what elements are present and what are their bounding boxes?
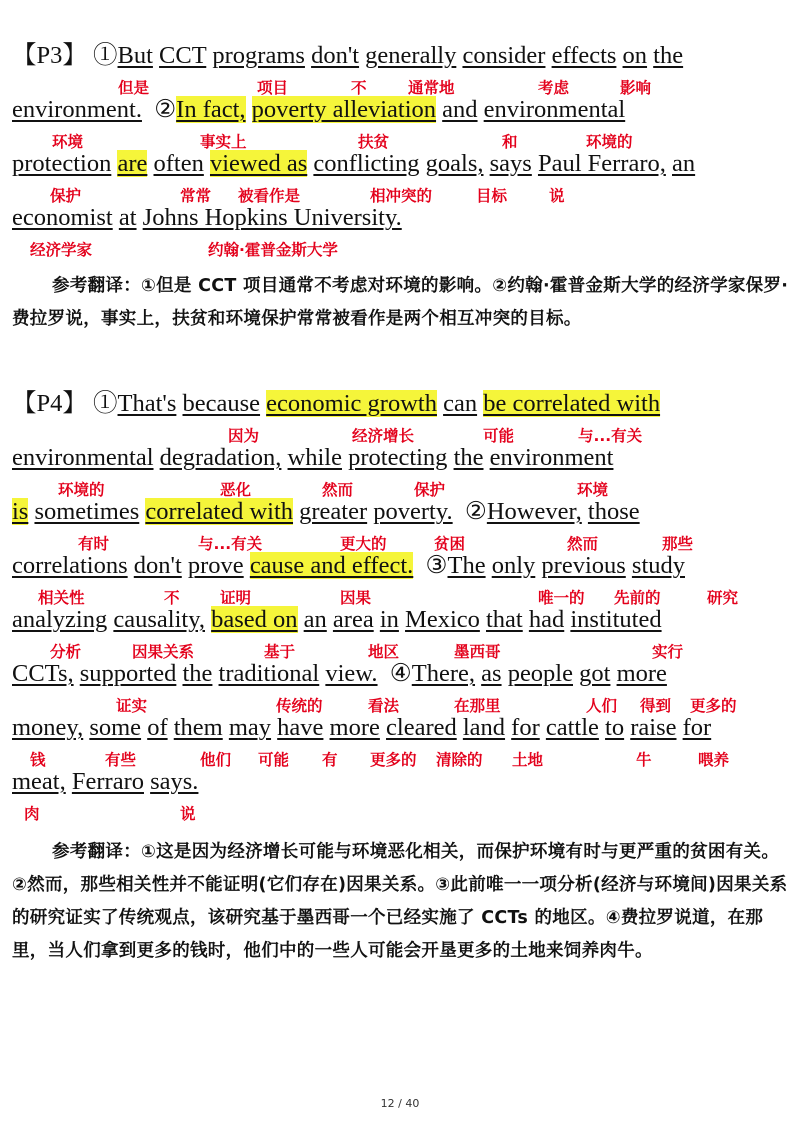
text-fragment [246, 96, 252, 123]
underlined-word: However, [486, 498, 582, 525]
gloss-word: 人们 [586, 697, 618, 715]
gloss-word: 事实上 [200, 133, 247, 151]
underlined-word: view. [325, 660, 378, 687]
underlined-word: programs [212, 42, 305, 69]
underlined-word: consider [462, 42, 546, 69]
underlined-word: poverty. [373, 498, 453, 525]
underlined-word: But [117, 42, 153, 69]
text-fragment: 【P3】 [12, 42, 87, 69]
gloss-word: 得到 [640, 697, 672, 715]
gloss-line [0, 130, 800, 152]
gloss-word: 更多的 [690, 697, 737, 715]
gloss-word: 墨西哥 [454, 643, 501, 661]
gloss-word: 地区 [368, 643, 400, 661]
underlined-word: had [528, 606, 565, 633]
underlined-word: raise [630, 714, 677, 741]
underlined-word: environment [489, 444, 614, 471]
underlined-word: because [182, 390, 261, 417]
underlined-word: There, [411, 660, 476, 687]
underlined-word: That's [117, 390, 177, 417]
underlined-word: effects [551, 42, 617, 69]
gloss-word: 影响 [620, 79, 652, 97]
gloss-word: 有 [322, 751, 338, 769]
underlined-word: that [486, 606, 523, 633]
gloss-word: 因果关系 [132, 643, 195, 661]
highlighted-word: cause and effect. [249, 552, 414, 579]
underlined-word: to [605, 714, 625, 741]
highlighted-word: correlated with [145, 498, 294, 525]
gloss-word: 但是 [118, 79, 150, 97]
gloss-word: 相冲突的 [370, 187, 433, 205]
gloss-word: 分析 [50, 643, 82, 661]
highlighted-word: economic growth [266, 390, 437, 417]
underlined-word: don't [133, 552, 182, 579]
gloss-word: 目标 [476, 187, 508, 205]
underlined-word: greater [299, 498, 368, 525]
gloss-word: 扶贫 [358, 133, 390, 151]
gloss-word: 项目 [257, 79, 289, 97]
highlighted-word: poverty alleviation [251, 96, 437, 123]
underlined-word: study [631, 552, 685, 579]
gloss-line [0, 586, 800, 608]
gloss-word: 在那里 [454, 697, 501, 715]
underlined-word: money, [12, 714, 84, 741]
underlined-word: the [182, 660, 213, 687]
underlined-word: correlations [12, 552, 128, 579]
english-line [12, 606, 662, 634]
underlined-word: causality, [113, 606, 205, 633]
gloss-word: 牛 [636, 751, 652, 769]
underlined-word: analyzing [12, 606, 108, 633]
underlined-word: protection [12, 150, 112, 177]
underlined-word: cleared [386, 714, 457, 741]
text-fragment: 【P4】 [12, 390, 87, 417]
gloss-word: 因果 [340, 589, 372, 607]
underlined-word: in [379, 606, 399, 633]
gloss-word: 与...有关 [578, 427, 643, 445]
translation-text: ①但是 CCT 项目通常不考虑对环境的影响。②约翰·霍普金斯大学的经济学家保罗·费拉罗说，事实上，扶贫和环境保护常常被看作是两个相互冲突的目标。 [12, 276, 789, 329]
underlined-word: have [277, 714, 324, 741]
underlined-word: some [89, 714, 142, 741]
underlined-word: often [153, 150, 204, 177]
gloss-word: 不 [164, 589, 180, 607]
underlined-word: the [653, 42, 684, 69]
p3-reference-translation [12, 270, 790, 336]
underlined-word: environment. [12, 96, 142, 123]
underlined-word: for [511, 714, 540, 741]
underlined-word: environmental [12, 444, 154, 471]
gloss-word: 通常地 [408, 79, 455, 97]
gloss-word: 清除的 [436, 751, 483, 769]
text-fragment: ① [93, 390, 118, 417]
gloss-line [0, 532, 800, 554]
underlined-word: degradation, [159, 444, 282, 471]
translation-text: ①这是因为经济增长可能与环境恶化相关，而保护环境有时与更严重的贫困有关。②然而，那些相关性并不能证明(它们存在)因果关系。③此前唯一一项分析(经济与环境间)因果关系的研究证实了传统观点，该研究基于墨西哥一个已经实施了 CCTs 的地区。④费拉罗说道，在那里，当人们拿到更多的钱时，他们中的一些人可能会开垦更多的土地来饲养肉牛。 [12, 842, 788, 961]
gloss-word: 和 [502, 133, 518, 151]
gloss-word: 可能 [483, 427, 515, 445]
underlined-word: Paul Ferraro, [537, 150, 666, 177]
text-fragment: ① [93, 42, 118, 69]
gloss-line [0, 694, 800, 716]
highlighted-word: based on [211, 606, 298, 633]
underlined-word: land [462, 714, 506, 741]
underlined-word: can [443, 390, 478, 417]
underlined-word: traditional [218, 660, 320, 687]
gloss-word: 说 [549, 187, 565, 205]
english-line [12, 444, 613, 472]
gloss-word: 那些 [662, 535, 694, 553]
underlined-word: the [453, 444, 484, 471]
english-line [12, 660, 667, 688]
text-fragment: ② [464, 498, 487, 525]
gloss-word: 环境 [52, 133, 84, 151]
underlined-word: cattle [545, 714, 599, 741]
gloss-word: 常常 [180, 187, 212, 205]
gloss-word: 相关性 [38, 589, 85, 607]
gloss-word: 恶化 [220, 481, 252, 499]
text-fragment [453, 498, 465, 525]
gloss-word: 肉 [24, 805, 40, 823]
underlined-word: an [672, 150, 696, 177]
gloss-word: 与...有关 [198, 535, 263, 553]
english-line [12, 714, 711, 742]
underlined-word: on [622, 42, 648, 69]
underlined-word: environmental [483, 96, 626, 123]
underlined-word: got [579, 660, 611, 687]
text-fragment [244, 552, 250, 579]
gloss-line [0, 640, 800, 662]
gloss-word: 被看作是 [238, 187, 301, 205]
english-line [12, 42, 683, 70]
gloss-line [0, 748, 800, 770]
gloss-word: 钱 [30, 751, 46, 769]
gloss-word: 说 [180, 805, 196, 823]
underlined-word: conflicting [313, 150, 420, 177]
underlined-word: may [228, 714, 272, 741]
gloss-word: 保护 [414, 481, 446, 499]
gloss-word: 有时 [78, 535, 110, 553]
underlined-word: those [587, 498, 640, 525]
gloss-word: 贫困 [434, 535, 466, 553]
underlined-word: protecting [348, 444, 448, 471]
gloss-word: 唯一的 [538, 589, 585, 607]
gloss-word: 考虑 [538, 79, 570, 97]
underlined-word: them [173, 714, 223, 741]
gloss-word: 研究 [707, 589, 739, 607]
underlined-word: meat, [12, 768, 66, 795]
english-line [12, 390, 660, 418]
english-line [12, 498, 640, 526]
underlined-word: only [491, 552, 536, 579]
underlined-word: economist [12, 204, 113, 231]
gloss-line [0, 238, 800, 260]
underlined-word: generally [365, 42, 457, 69]
underlined-word: instituted [570, 606, 662, 633]
underlined-word: goals, [425, 150, 484, 177]
gloss-word: 环境的 [58, 481, 105, 499]
gloss-word: 基于 [264, 643, 296, 661]
highlighted-word: In fact, [176, 96, 246, 123]
underlined-word: Johns Hopkins University. [142, 204, 402, 231]
highlighted-word: be correlated with [483, 390, 661, 417]
english-line [12, 204, 402, 232]
underlined-word: for [682, 714, 712, 741]
underlined-word: more [616, 660, 667, 687]
gloss-word: 有些 [105, 751, 137, 769]
underlined-word: while [287, 444, 342, 471]
gloss-word: 不 [351, 79, 367, 97]
underlined-word: supported [79, 660, 177, 687]
gloss-word: 可能 [258, 751, 290, 769]
gloss-word: 经济学家 [30, 241, 93, 259]
gloss-word: 喂养 [698, 751, 730, 769]
translation-label: 参考翻译： [52, 276, 141, 296]
underlined-word: says. [150, 768, 199, 795]
underlined-word: more [329, 714, 380, 741]
gloss-line [0, 424, 800, 446]
underlined-word: and [442, 96, 478, 123]
underlined-word: Ferraro [71, 768, 144, 795]
gloss-word: 环境的 [586, 133, 633, 151]
text-fragment: ③ [425, 552, 448, 579]
gloss-word: 更大的 [340, 535, 387, 553]
text-fragment [413, 552, 425, 579]
p4-reference-translation [12, 836, 790, 968]
gloss-word: 更多的 [370, 751, 417, 769]
underlined-word: people [507, 660, 573, 687]
gloss-line [0, 802, 800, 824]
underlined-word: prove [187, 552, 244, 579]
gloss-word: 因为 [228, 427, 260, 445]
page-number: 12 / 40 [380, 1097, 420, 1110]
gloss-word: 他们 [200, 751, 232, 769]
gloss-word: 约翰·霍普金斯大学 [208, 241, 338, 259]
gloss-line [0, 478, 800, 500]
gloss-word: 然而 [322, 481, 354, 499]
text-fragment: ② [154, 96, 177, 123]
underlined-word: says [489, 150, 532, 177]
underlined-word: sometimes [34, 498, 140, 525]
underlined-word: CCTs, [12, 660, 74, 687]
gloss-word: 实行 [652, 643, 684, 661]
underlined-word: The [447, 552, 486, 579]
gloss-line [0, 76, 800, 98]
gloss-word: 看法 [368, 697, 400, 715]
gloss-word: 保护 [50, 187, 82, 205]
text-fragment: ④ [389, 660, 412, 687]
english-line [12, 150, 695, 178]
underlined-word: previous [541, 552, 626, 579]
underlined-word: Mexico [405, 606, 480, 633]
underlined-word: an [303, 606, 327, 633]
highlighted-word: viewed as [209, 150, 308, 177]
gloss-line [0, 184, 800, 206]
underlined-word: of [147, 714, 168, 741]
text-fragment [142, 96, 154, 123]
gloss-word: 然而 [567, 535, 599, 553]
gloss-word: 证明 [220, 589, 252, 607]
underlined-word: at [118, 204, 137, 231]
gloss-word: 传统的 [276, 697, 323, 715]
gloss-word: 经济增长 [352, 427, 415, 445]
highlighted-word: are [117, 150, 148, 177]
gloss-word: 土地 [512, 751, 544, 769]
gloss-word: 先前的 [614, 589, 661, 607]
underlined-word: don't [311, 42, 360, 69]
english-line [12, 96, 625, 124]
underlined-word: as [481, 660, 502, 687]
english-line [12, 768, 198, 796]
gloss-word: 环境 [577, 481, 609, 499]
highlighted-word: is [12, 498, 29, 525]
underlined-word: area [332, 606, 374, 633]
text-fragment [378, 660, 390, 687]
underlined-word: CCT [159, 42, 207, 69]
english-line [12, 552, 685, 580]
translation-label: 参考翻译： [52, 842, 141, 862]
gloss-word: 证实 [116, 697, 148, 715]
